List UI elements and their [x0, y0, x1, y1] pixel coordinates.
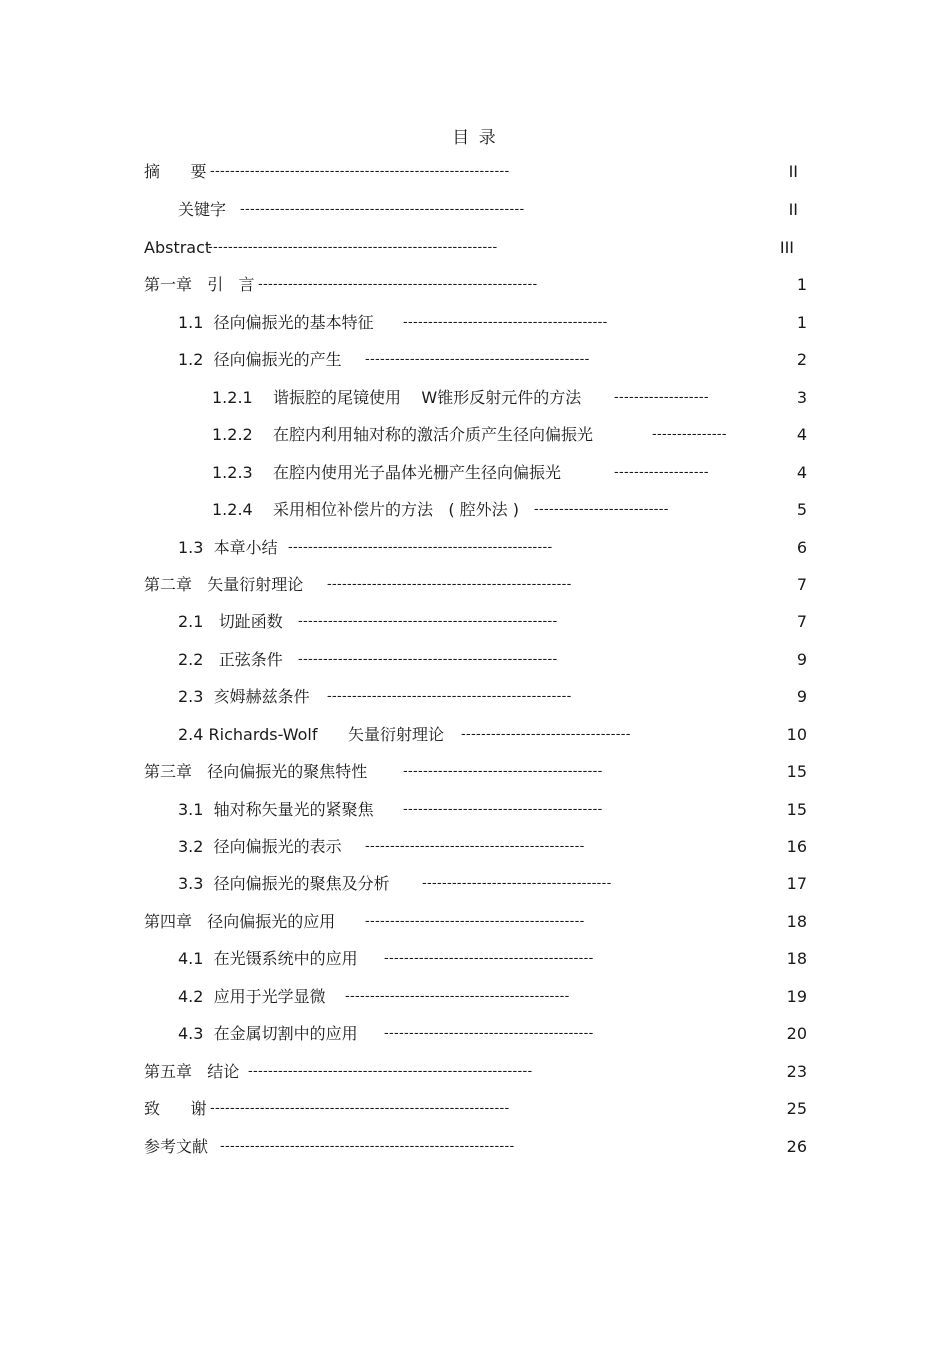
toc-entry[interactable]: [0, 909, 950, 935]
toc-entry[interactable]: [0, 871, 950, 897]
toc-entry-leader: ---------------------------------------------: [345, 989, 570, 1004]
toc-entry-page: 20: [786, 1024, 807, 1043]
toc-entry-leader: ---------------------------: [534, 502, 669, 517]
toc-entry[interactable]: [0, 460, 950, 486]
toc-entry-leader: --------------------------------------------: [365, 839, 585, 854]
toc-entry-leader: ----------------------------------------------------: [298, 614, 558, 629]
toc-entry[interactable]: [0, 235, 950, 261]
toc-entry-leader: ----------------------------------------: [403, 802, 603, 817]
toc-entry[interactable]: [0, 759, 950, 785]
toc-entry-leader: ------------------------------------------: [384, 1026, 594, 1041]
toc-entry[interactable]: [0, 647, 950, 673]
toc-entry-label: 参考文献: [144, 1137, 209, 1156]
toc-entry-page: 10: [786, 725, 807, 744]
toc-entry-page: 9: [796, 687, 807, 706]
toc-entry-label: 3.2 径向偏振光的表示: [178, 837, 342, 856]
toc-entry-page: II: [788, 162, 798, 181]
toc-entry[interactable]: [0, 684, 950, 710]
toc-entry[interactable]: [0, 197, 950, 223]
toc-entry-page: 7: [796, 612, 807, 631]
toc-entry[interactable]: [0, 422, 950, 448]
toc-entry-label: 1.2.2 在腔内利用轴对称的激活介质产生径向偏振光: [212, 425, 594, 444]
toc-entry[interactable]: [0, 1096, 950, 1122]
toc-entry-label: 4.2 应用于光学显微: [178, 987, 326, 1006]
toc-entry-label: Abstract: [144, 238, 212, 257]
toc-entry-leader: ------------------------------------------------------------: [210, 164, 510, 179]
toc-entry-leader: -----------------------------------------: [403, 315, 608, 330]
toc-entry[interactable]: [0, 347, 950, 373]
toc-entry-label: 4.3 在金属切割中的应用: [178, 1024, 358, 1043]
toc-entry-leader: -------------------: [614, 465, 709, 480]
toc-entry[interactable]: [0, 572, 950, 598]
toc-entry-leader: ---------------------------------------------------------: [248, 1064, 533, 1079]
toc-entry-leader: ----------------------------------: [461, 727, 631, 742]
toc-entry-label: 致 谢: [144, 1099, 207, 1118]
toc-entry-label: 1.2.3 在腔内使用光子晶体光栅产生径向偏振光: [212, 463, 562, 482]
toc-entry-label: 1.2.4 采用相位补偿片的方法 ( 腔外法 ): [212, 500, 519, 519]
toc-entry-label: 关键字: [178, 200, 227, 219]
toc-entry[interactable]: [0, 535, 950, 561]
toc-entry-page: 4: [796, 463, 807, 482]
toc-entry-page: 2: [796, 350, 807, 369]
toc-entry-label: 1.2.1 谐振腔的尾镜使用 W锥形反射元件的方法: [212, 388, 582, 407]
toc-entry-leader: ----------------------------------------------------: [298, 652, 558, 667]
toc-entry-page: 15: [786, 762, 807, 781]
toc-entry[interactable]: [0, 609, 950, 635]
toc-entry[interactable]: [0, 834, 950, 860]
toc-entry-label: 2.2 正弦条件: [178, 650, 283, 669]
toc-entry-page: 19: [786, 987, 807, 1006]
toc-entry-label: 摘 要: [144, 162, 207, 181]
toc-entry-page: 5: [796, 500, 807, 519]
toc-entry-page: 1: [796, 275, 807, 294]
toc-entry-page: 9: [796, 650, 807, 669]
toc-entry[interactable]: [0, 946, 950, 972]
toc-entry-label: 第一章 引 言: [144, 275, 255, 294]
toc-entry-label: 第二章 矢量衍射理论: [144, 575, 304, 594]
toc-entry-label: 1.1 径向偏振光的基本特征: [178, 313, 374, 332]
toc-entry-page: 26: [786, 1137, 807, 1156]
toc-entry-label: 2.1 切趾函数: [178, 612, 283, 631]
toc-entry-leader: -----------------------------------------------------: [288, 540, 553, 555]
toc-title: 目 录: [452, 128, 498, 148]
toc-entry-page: 7: [796, 575, 807, 594]
toc-entry-leader: ------------------------------------------: [384, 951, 594, 966]
toc-entry[interactable]: [0, 1134, 950, 1160]
toc-entry-page: 18: [786, 912, 807, 931]
toc-entry-page: II: [788, 200, 798, 219]
toc-entry-leader: ---------------: [652, 427, 727, 442]
toc-entry-label: 第五章 结论: [144, 1062, 240, 1081]
toc-entry-leader: ------------------------------------------------------------: [210, 1101, 510, 1116]
toc-entry-label: 第四章 径向偏振光的应用: [144, 912, 336, 931]
toc-entry-label: 3.1 轴对称矢量光的紧聚焦: [178, 800, 374, 819]
toc-entry[interactable]: [0, 722, 950, 748]
toc-entry[interactable]: [0, 1059, 950, 1085]
toc-entry-leader: ---------------------------------------------------------: [240, 202, 525, 217]
toc-entry-page: 1: [796, 313, 807, 332]
toc-entry-leader: ----------------------------------------: [403, 764, 603, 779]
toc-entry-leader: --------------------------------------------------------: [258, 277, 538, 292]
toc-entry-page: 16: [786, 837, 807, 856]
toc-entry-leader: -------------------: [614, 390, 709, 405]
toc-entry-page: 3: [796, 388, 807, 407]
toc-entry[interactable]: [0, 497, 950, 523]
toc-entry[interactable]: [0, 1021, 950, 1047]
toc-entry-leader: -----------------------------------------------------------: [220, 1139, 515, 1154]
toc-entry-label: 2.3 亥姆赫兹条件: [178, 687, 310, 706]
toc-entry-page: 23: [786, 1062, 807, 1081]
toc-entry-leader: -------------------------------------------------: [327, 577, 572, 592]
toc-entry-label: 2.4 Richards-Wolf 矢量衍射理论: [178, 725, 445, 744]
toc-entry[interactable]: [0, 272, 950, 298]
toc-entry-page: III: [779, 238, 794, 257]
toc-entry-label: 1.2 径向偏振光的产生: [178, 350, 342, 369]
toc-entry[interactable]: [0, 385, 950, 411]
toc-entry-leader: -------------------------------------------------: [327, 689, 572, 704]
toc-entry-label: 第三章 径向偏振光的聚焦特性: [144, 762, 368, 781]
toc-entry-leader: ---------------------------------------------: [365, 352, 590, 367]
toc-entry[interactable]: [0, 310, 950, 336]
toc-entry-leader: --------------------------------------: [422, 876, 612, 891]
toc-entry[interactable]: [0, 984, 950, 1010]
toc-entry-label: 3.3 径向偏振光的聚焦及分析: [178, 874, 390, 893]
toc-entry-page: 18: [786, 949, 807, 968]
toc-entry-page: 25: [786, 1099, 807, 1118]
toc-entry-label: 1.3 本章小结: [178, 538, 278, 557]
toc-entry[interactable]: [0, 159, 950, 185]
toc-entry-leader: --------------------------------------------: [365, 914, 585, 929]
toc-entry[interactable]: [0, 797, 950, 823]
toc-entry-page: 4: [796, 425, 807, 444]
toc-entry-page: 6: [796, 538, 807, 557]
toc-entry-leader: ----------------------------------------------------------: [208, 240, 498, 255]
toc-entry-page: 17: [786, 874, 807, 893]
toc-entry-page: 15: [786, 800, 807, 819]
toc-entry-label: 4.1 在光镊系统中的应用: [178, 949, 358, 968]
